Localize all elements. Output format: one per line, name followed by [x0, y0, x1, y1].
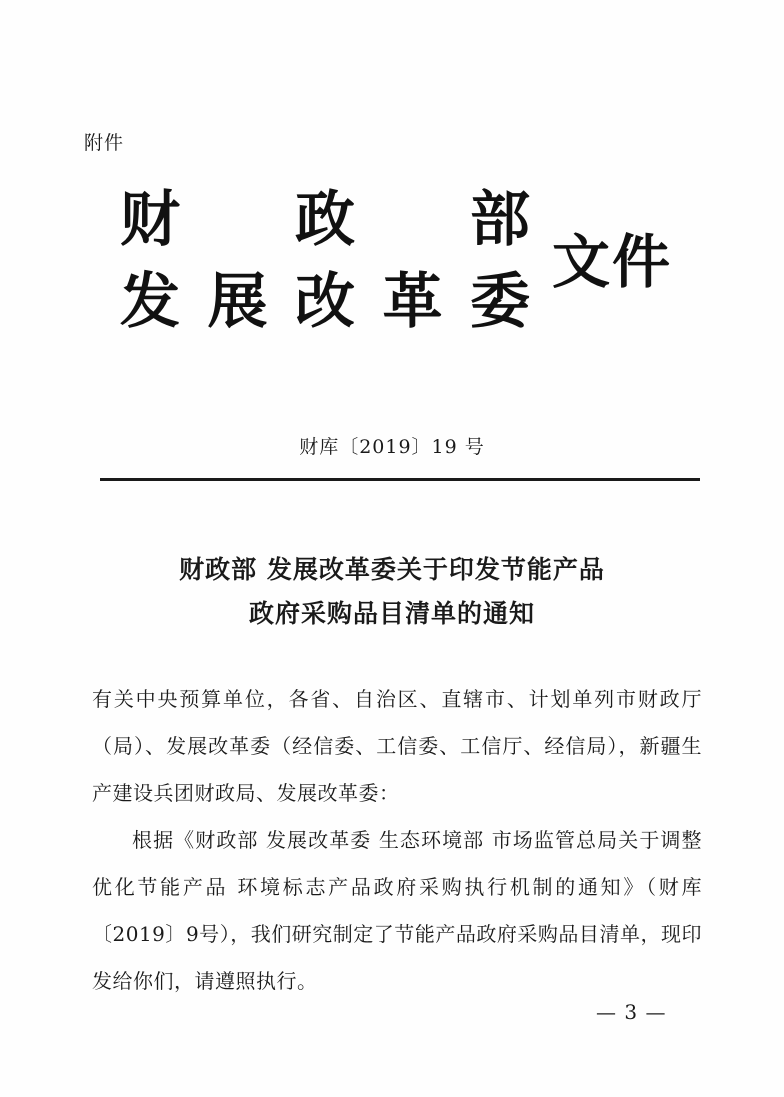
document-number: 财库〔2019〕19 号 [299, 436, 485, 458]
document-title-line-1: 财政部 发展改革委关于印发节能产品 [179, 555, 605, 584]
document-title-line-2: 政府采购品目清单的通知 [248, 599, 535, 628]
issuer-char: 政 [295, 185, 355, 255]
attachment-label: 附件 [84, 132, 125, 154]
issuer-char: 革 [382, 267, 443, 337]
issuer-char: 展 [207, 267, 268, 337]
issuer-char: 改 [295, 267, 355, 337]
issuer-line-1 [120, 185, 530, 255]
issuer-char: 部 [470, 185, 530, 255]
document-suffix: 文件 [552, 228, 673, 296]
document-body [92, 676, 702, 1005]
issuer-char: 财 [120, 185, 180, 255]
issuer-char: 委 [470, 267, 530, 337]
page-number: — 3 — [596, 1000, 667, 1024]
issuer-line-2 [120, 267, 530, 337]
header-divider [100, 478, 700, 481]
body-paragraph: 根据《财政部 发展改革委 生态环境部 市场监管总局关于调整优化节能产品 环境标志产品政府采购执行机制的通知》（财库〔2019〕9号），我们研究制定了节能产品政府采购品目清单，现印发给你们，请遵照执行。 [92, 828, 702, 993]
salutation: 有关中央预算单位，各省、自治区、直辖市、计划单列市财政厅（局）、发展改革委（经信委、工信委、工信厅、经信局），新疆生产建设兵团财政局、发展改革委： [92, 687, 702, 805]
issuer-char: 发 [120, 267, 180, 337]
